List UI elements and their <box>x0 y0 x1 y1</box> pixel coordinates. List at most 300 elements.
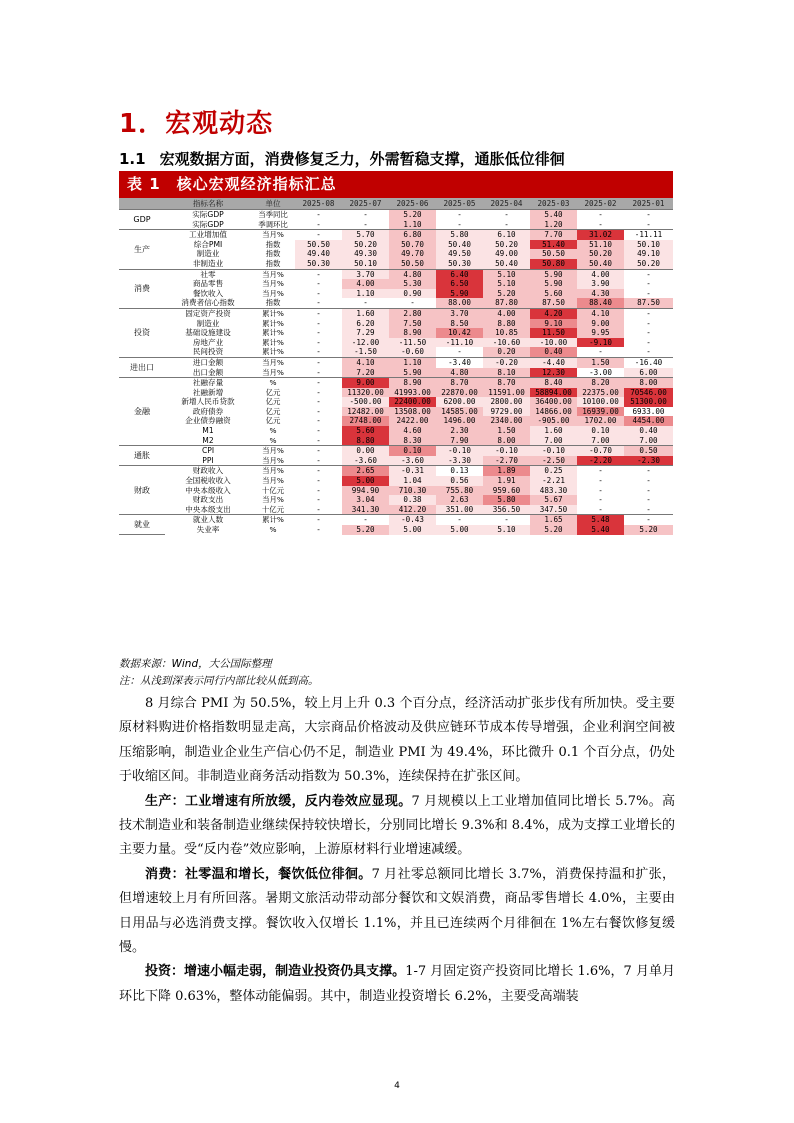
value-cell: 8.00 <box>483 436 530 446</box>
value-cell: 5.20 <box>530 525 577 535</box>
table-row <box>119 230 673 240</box>
indicator-name: 制造业 <box>196 318 220 328</box>
value-cell: 8.20 <box>577 378 624 388</box>
value-cell: 88.00 <box>436 298 483 308</box>
value-cell: 7.00 <box>624 436 673 446</box>
indicator-name: 固定资产投资 <box>165 308 251 318</box>
value-cell: 9.00 <box>577 319 624 329</box>
value-cell: 2800.00 <box>483 397 530 407</box>
value-cell: - <box>624 220 673 230</box>
value-cell: - <box>436 347 483 357</box>
value-cell: - <box>295 347 342 357</box>
value-cell: -4.40 <box>530 357 577 367</box>
value-cell: 50.40 <box>483 259 530 269</box>
indicator-name: 全国税收收入 <box>185 476 231 486</box>
value-cell: 22400.00 <box>389 397 436 407</box>
value-cell: 51.40 <box>530 240 577 250</box>
table-label: 表 1 <box>127 175 161 193</box>
unit-cell: 当月% <box>262 279 284 289</box>
value-cell: 5.40 <box>530 210 577 220</box>
value-cell: - <box>342 298 389 308</box>
category-cell: 财政 <box>119 466 165 515</box>
subsection-title: 宏观数据方面，消费修复乏力，外需暂稳支撑，通胀低位徘徊 <box>159 150 565 168</box>
value-cell: 5.80 <box>483 495 530 505</box>
value-cell: 51.10 <box>577 240 624 250</box>
value-cell: -2.50 <box>530 456 577 466</box>
table-row <box>119 269 673 279</box>
value-cell: 87.80 <box>483 298 530 308</box>
value-cell: -1.50 <box>342 347 389 357</box>
value-cell: 5.70 <box>342 230 389 240</box>
paragraph-text: 8 月综合 PMI 为 50.5%，较上月上升 0.3 个百分点，经济活动扩张步伐有所加快。受主要原材料购进价格指数明显走高，大宗商品价格波动及供应链环节成本传导增强，企业利润空间被压缩影响，制造业企业生产信心仍不足，制造业 PMI 为 49.4%，环比微升 0.1 个百分点，仍处于收缩区间。非制造业商务活动指数为 50.3%，连续保持在扩张区间。 <box>119 696 675 785</box>
unit-cell: 亿元 <box>265 387 281 397</box>
value-cell: 7.29 <box>342 328 389 338</box>
value-cell: 2340.00 <box>483 416 530 426</box>
table-row <box>119 308 673 318</box>
value-cell: 2748.00 <box>342 416 389 426</box>
value-cell: 6.50 <box>436 279 483 289</box>
value-cell: 31.02 <box>577 230 624 240</box>
unit-cell: % <box>269 435 277 445</box>
value-cell: 1.91 <box>483 476 530 486</box>
body-text <box>119 692 675 1009</box>
value-cell: 5.80 <box>436 230 483 240</box>
indicator-name: 社零 <box>165 269 251 279</box>
subsection-number: 1.1 <box>119 150 146 168</box>
table-row <box>119 426 673 436</box>
table-row <box>119 515 673 525</box>
value-cell: 22870.00 <box>436 388 483 398</box>
value-cell: 8.70 <box>436 378 483 388</box>
value-cell: 1.50 <box>577 357 624 367</box>
header-cell: 2025-02 <box>577 198 624 210</box>
value-cell: 8.40 <box>530 378 577 388</box>
value-cell: 0.50 <box>624 446 673 456</box>
value-cell: 50.20 <box>342 240 389 250</box>
value-cell: - <box>295 495 342 505</box>
paragraph <box>119 863 675 961</box>
value-cell: 50.80 <box>530 259 577 269</box>
value-cell: 6.20 <box>342 319 389 329</box>
value-cell: 12.30 <box>530 368 577 378</box>
value-cell: 7.50 <box>389 319 436 329</box>
value-cell: - <box>483 515 530 525</box>
table-row <box>119 486 673 496</box>
value-cell: - <box>295 466 342 476</box>
value-cell: -11.10 <box>436 338 483 348</box>
value-cell: - <box>624 486 673 496</box>
value-cell: 22375.00 <box>577 388 624 398</box>
value-cell: 1.60 <box>342 308 389 318</box>
value-cell: 412.20 <box>389 505 436 515</box>
value-cell: -9.10 <box>577 338 624 348</box>
indicator-name: 基础设施建设 <box>185 328 231 338</box>
table-row <box>119 525 673 535</box>
value-cell: 14585.00 <box>436 407 483 417</box>
value-cell: -0.20 <box>483 357 530 367</box>
table-row <box>119 397 673 407</box>
value-cell: 351.00 <box>436 505 483 515</box>
indicator-table-block <box>119 171 673 535</box>
indicator-name: 财政支出 <box>192 495 224 505</box>
value-cell: 50.50 <box>295 240 342 250</box>
value-cell: 2.63 <box>436 495 483 505</box>
value-cell: 50.50 <box>530 249 577 259</box>
indicator-name: M1 <box>202 426 214 436</box>
value-cell: 6933.00 <box>624 407 673 417</box>
value-cell: 1.10 <box>342 289 389 299</box>
unit-cell: 累计% <box>262 347 284 357</box>
value-cell: -0.10 <box>483 446 530 456</box>
unit-cell: 当月% <box>251 269 295 279</box>
table-row <box>119 505 673 515</box>
value-cell: -16.40 <box>624 357 673 367</box>
value-cell: 1.89 <box>483 466 530 476</box>
value-cell: 8.90 <box>389 328 436 338</box>
indicator-name: 社融新增 <box>192 387 224 397</box>
value-cell: - <box>295 319 342 329</box>
table-row <box>119 298 673 308</box>
indicator-name: CPI <box>165 446 251 456</box>
value-cell: - <box>295 515 342 525</box>
value-cell: 4.00 <box>577 269 624 279</box>
section-title: 1．宏观动态 <box>119 109 274 139</box>
table-row <box>119 357 673 367</box>
paragraph-text: 1-7 月固定资产投资同比增长 1.6%，7 月单月环比下降 0.63%，整体动能偏弱。其中，制造业投资增长 6.2%，主要受高端装 <box>119 964 675 1004</box>
value-cell: - <box>624 338 673 348</box>
value-cell: - <box>624 476 673 486</box>
header-cell: 2025-07 <box>342 198 389 210</box>
value-cell: 7.00 <box>530 436 577 446</box>
value-cell: 1.10 <box>389 220 436 230</box>
value-cell: 9729.00 <box>483 407 530 417</box>
unit-cell: 指数 <box>265 239 281 249</box>
value-cell: - <box>295 426 342 436</box>
value-cell: 9.10 <box>530 319 577 329</box>
category-cell: 就业 <box>119 515 165 535</box>
header-cell: 指标名称 <box>165 198 251 210</box>
unit-cell: 当月% <box>262 367 284 377</box>
value-cell: -2.30 <box>624 456 673 466</box>
table-row <box>119 436 673 446</box>
paragraph <box>119 692 675 790</box>
value-cell: - <box>577 505 624 515</box>
value-cell: 50.10 <box>624 240 673 250</box>
value-cell: -2.21 <box>530 476 577 486</box>
value-cell: 5.30 <box>389 279 436 289</box>
unit-cell: 十亿元 <box>261 485 285 495</box>
value-cell: 5.00 <box>342 476 389 486</box>
indicator-name: 餐饮收入 <box>192 288 224 298</box>
indicator-name: 制造业 <box>196 249 220 259</box>
value-cell: -3.00 <box>577 368 624 378</box>
value-cell: - <box>624 495 673 505</box>
value-cell: - <box>436 210 483 220</box>
value-cell: - <box>295 357 342 367</box>
value-cell: 5.60 <box>530 289 577 299</box>
value-cell: 49.40 <box>295 249 342 259</box>
indicator-name: 非制造业 <box>192 258 224 268</box>
value-cell: 50.40 <box>436 240 483 250</box>
value-cell: 4.10 <box>577 308 624 318</box>
value-cell: - <box>624 328 673 338</box>
table-source: 数据来源：Wind，大公国际整理 <box>119 658 272 670</box>
value-cell: - <box>295 407 342 417</box>
table-row <box>119 466 673 476</box>
value-cell: -10.60 <box>483 338 530 348</box>
indicator-name: 出口金额 <box>192 367 224 377</box>
value-cell: -3.30 <box>436 456 483 466</box>
value-cell: - <box>295 378 342 388</box>
unit-cell: 亿元 <box>265 406 281 416</box>
indicator-name: 进口金额 <box>165 357 251 367</box>
page-number: 4 <box>394 1081 400 1091</box>
header-cell: 单位 <box>251 198 295 210</box>
unit-cell: 当月% <box>251 446 295 456</box>
indicator-name: 就业人数 <box>165 515 251 525</box>
value-cell: 50.30 <box>295 259 342 269</box>
value-cell: 87.50 <box>624 298 673 308</box>
paragraph <box>119 790 675 863</box>
unit-cell: % <box>251 378 295 388</box>
value-cell: 6.80 <box>389 230 436 240</box>
table-row <box>119 388 673 398</box>
value-cell: 8.10 <box>483 368 530 378</box>
value-cell: 959.60 <box>483 486 530 496</box>
value-cell: 50.30 <box>436 259 483 269</box>
value-cell: 58894.00 <box>530 388 577 398</box>
value-cell: 50.10 <box>342 259 389 269</box>
value-cell: 5.20 <box>342 525 389 535</box>
table-row <box>119 476 673 486</box>
value-cell: -0.31 <box>389 466 436 476</box>
value-cell: 483.30 <box>530 486 577 496</box>
table-note: 注：从浅到深表示同行内部比较从低到高。 <box>119 675 319 687</box>
value-cell: 0.13 <box>436 466 483 476</box>
indicator-name: 企业债券融资 <box>185 416 231 426</box>
value-cell: 11591.00 <box>483 388 530 398</box>
value-cell: 2.80 <box>389 308 436 318</box>
value-cell: 5.10 <box>483 525 530 535</box>
value-cell: - <box>436 515 483 525</box>
value-cell: - <box>577 210 624 220</box>
value-cell: - <box>577 486 624 496</box>
value-cell: 0.20 <box>483 347 530 357</box>
value-cell: 710.30 <box>389 486 436 496</box>
value-cell: - <box>624 269 673 279</box>
table-row <box>119 416 673 426</box>
value-cell: 6.10 <box>483 230 530 240</box>
value-cell: 1496.00 <box>436 416 483 426</box>
value-cell: 1702.00 <box>577 416 624 426</box>
table-row <box>119 289 673 299</box>
value-cell: 49.50 <box>436 249 483 259</box>
value-cell: -12.00 <box>342 338 389 348</box>
value-cell: - <box>295 436 342 446</box>
value-cell: 50.40 <box>577 259 624 269</box>
value-cell: 994.90 <box>342 486 389 496</box>
value-cell: 7.90 <box>436 436 483 446</box>
value-cell: 51300.00 <box>624 397 673 407</box>
table-row <box>119 249 673 259</box>
value-cell: 3.70 <box>436 308 483 318</box>
table-row <box>119 347 673 357</box>
category-cell: 消费 <box>119 269 165 308</box>
value-cell: 5.60 <box>342 426 389 436</box>
value-cell: 5.10 <box>483 279 530 289</box>
value-cell: - <box>295 210 342 220</box>
value-cell: 6.40 <box>436 269 483 279</box>
unit-cell: 累计% <box>262 337 284 347</box>
value-cell: 4.80 <box>436 368 483 378</box>
unit-cell: 当月% <box>262 288 284 298</box>
value-cell: 50.50 <box>389 259 436 269</box>
paragraph-text: 7 月规模以上工业增加值同比增长 5.7%。高技术制造业和装备制造业继续保持较快增长，分别同比增长 9.3%和 8.4%，成为支撑工业增长的主要力量。受“反内卷”效应影响，上游原材料行业增速减缓。 <box>119 793 675 858</box>
value-cell: 0.25 <box>530 466 577 476</box>
value-cell: - <box>577 476 624 486</box>
value-cell: 36400.00 <box>530 397 577 407</box>
indicator-name: 社融存量 <box>165 378 251 388</box>
value-cell: -2.20 <box>577 456 624 466</box>
value-cell: 10100.00 <box>577 397 624 407</box>
indicator-name: 工业增加值 <box>165 230 251 240</box>
value-cell: - <box>577 466 624 476</box>
value-cell: 5.90 <box>436 289 483 299</box>
category-cell: 进出口 <box>119 357 165 377</box>
indicator-name: 消费者信心指数 <box>181 298 235 308</box>
value-cell: - <box>624 466 673 476</box>
value-cell: 1.20 <box>530 220 577 230</box>
value-cell: - <box>295 220 342 230</box>
indicator-name: 财政收入 <box>165 466 251 476</box>
indicator-name: 综合PMI <box>193 239 223 249</box>
unit-cell: 当月% <box>262 455 284 465</box>
value-cell: 5.90 <box>389 368 436 378</box>
value-cell: 8.80 <box>483 319 530 329</box>
value-cell: - <box>483 220 530 230</box>
value-cell: - <box>295 388 342 398</box>
table-row <box>119 378 673 388</box>
table-row <box>119 495 673 505</box>
paragraph-text: 7 月社零总额同比增长 3.7%，消费保持温和扩张，但增速较上月有所回落。暑期文旅活动带动部分餐饮和文娱消费，商品零售增长 4.0%，主要由日用品与必选消费支撑。餐饮收入仅增长 1.1%，并且已连续两个月徘徊在 1%左右餐饮修复缓慢。 <box>119 866 675 956</box>
value-cell: 14866.00 <box>530 407 577 417</box>
table-row <box>119 259 673 269</box>
indicator-name: 房地产业 <box>192 337 224 347</box>
table-row <box>119 328 673 338</box>
value-cell: 6.00 <box>624 368 673 378</box>
value-cell: 0.38 <box>389 495 436 505</box>
value-cell: - <box>624 308 673 318</box>
value-cell: - <box>295 505 342 515</box>
table-row <box>119 210 673 220</box>
value-cell: - <box>342 220 389 230</box>
indicator-name: 商品零售 <box>192 279 224 289</box>
value-cell: 5.67 <box>530 495 577 505</box>
value-cell: 5.20 <box>389 210 436 220</box>
value-cell: 8.30 <box>389 436 436 446</box>
indicator-name: 中央本级收入 <box>185 485 231 495</box>
table-header-row <box>119 198 673 210</box>
header-cell: 2025-06 <box>389 198 436 210</box>
value-cell: 5.48 <box>577 515 624 525</box>
indicator-name: PPI <box>202 455 214 465</box>
value-cell: 8.80 <box>342 436 389 446</box>
paragraph-lead: 投资：增速小幅走弱，制造业投资仍具支撑。 <box>145 964 406 980</box>
value-cell: 12482.00 <box>342 407 389 417</box>
indicator-name: M2 <box>202 435 214 445</box>
table-row <box>119 456 673 466</box>
unit-cell: 亿元 <box>265 416 281 426</box>
value-cell: 4.30 <box>577 289 624 299</box>
indicator-name: 实际GDP <box>192 219 224 229</box>
value-cell: 0.40 <box>624 426 673 436</box>
unit-cell: 亿元 <box>265 397 281 407</box>
value-cell: -0.10 <box>530 446 577 456</box>
value-cell: 49.70 <box>389 249 436 259</box>
value-cell: 87.50 <box>530 298 577 308</box>
value-cell: -2.70 <box>483 456 530 466</box>
value-cell: -10.00 <box>530 338 577 348</box>
value-cell: -0.43 <box>389 515 436 525</box>
value-cell: 9.00 <box>342 378 389 388</box>
value-cell: 4.00 <box>483 308 530 318</box>
value-cell: - <box>295 368 342 378</box>
paragraph-lead: 生产：工业增速有所放缓，反内卷效应显现。 <box>145 793 412 809</box>
value-cell: 49.10 <box>624 249 673 259</box>
value-cell: 7.20 <box>342 368 389 378</box>
value-cell: - <box>295 328 342 338</box>
table-row <box>119 368 673 378</box>
value-cell: 50.70 <box>389 240 436 250</box>
value-cell: - <box>295 269 342 279</box>
value-cell: 2.65 <box>342 466 389 476</box>
table-row <box>119 220 673 230</box>
unit-cell: 指数 <box>265 258 281 268</box>
unit-cell: 当月% <box>262 495 284 505</box>
value-cell: 347.50 <box>530 505 577 515</box>
table-row <box>119 240 673 250</box>
value-cell: 13508.00 <box>389 407 436 417</box>
value-cell: 7.00 <box>577 436 624 446</box>
value-cell: 0.90 <box>389 289 436 299</box>
value-cell: 5.90 <box>530 269 577 279</box>
value-cell: 4.60 <box>389 426 436 436</box>
value-cell: 755.80 <box>436 486 483 496</box>
value-cell: -0.70 <box>577 446 624 456</box>
value-cell: -3.60 <box>389 456 436 466</box>
value-cell: 10.85 <box>483 328 530 338</box>
macro-indicator-table <box>119 198 673 535</box>
value-cell: 8.90 <box>389 378 436 388</box>
value-cell: - <box>295 446 342 456</box>
value-cell: 41993.00 <box>389 388 436 398</box>
value-cell: - <box>624 279 673 289</box>
header-cell: 2025-05 <box>436 198 483 210</box>
value-cell: 11320.00 <box>342 388 389 398</box>
value-cell: 0.40 <box>530 347 577 357</box>
value-cell: - <box>624 210 673 220</box>
value-cell: - <box>389 298 436 308</box>
value-cell: 50.20 <box>577 249 624 259</box>
value-cell: 0.00 <box>342 446 389 456</box>
unit-cell: % <box>269 426 277 436</box>
value-cell: - <box>295 416 342 426</box>
value-cell: - <box>624 319 673 329</box>
value-cell: 49.00 <box>483 249 530 259</box>
value-cell: 5.10 <box>483 269 530 279</box>
value-cell: - <box>295 486 342 496</box>
value-cell: 88.40 <box>577 298 624 308</box>
